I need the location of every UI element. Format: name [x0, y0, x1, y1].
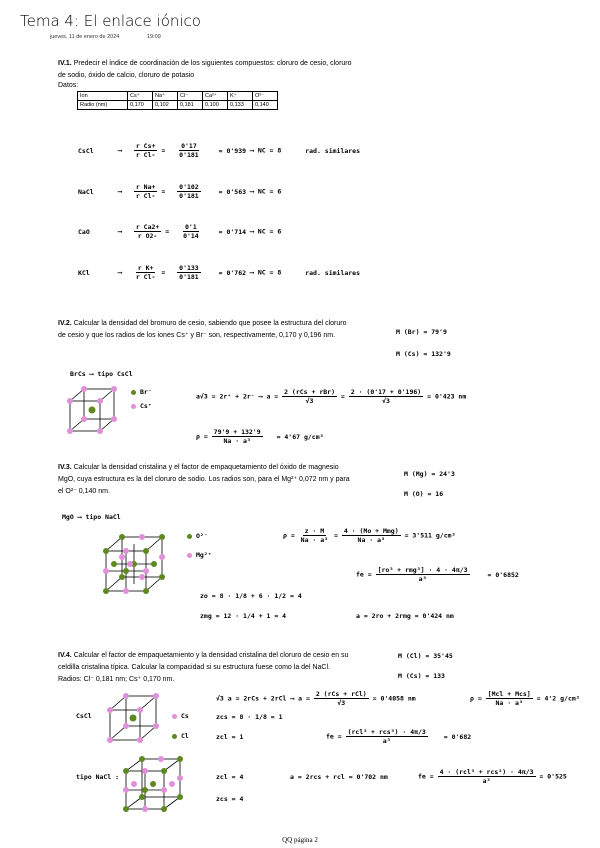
- molar-mass-o: M (O) = 16: [404, 490, 444, 498]
- table-cell: 0,181: [178, 101, 203, 110]
- molar-mass-cs: M (Cs) = 132'9: [396, 350, 451, 358]
- exercise-iv3-line3: el O²⁻ 0,140 nm.: [58, 488, 110, 495]
- table-row: [78, 101, 278, 110]
- table-cell: 0,170: [128, 101, 153, 110]
- legend-cs-iv4: Cs: [172, 712, 189, 720]
- tipo-nacl-label: tipo NaCl :: [76, 773, 120, 781]
- table-cell: 0,140: [253, 101, 278, 110]
- z-oxygen-eq: zo = 8 · 1/8 + 6 · 1/2 = 4: [200, 592, 302, 600]
- ratio-row-cao: CaO ⟶ $\frac{\text{r Ca2+}}{\text{r O2-}}$ = $\frac{0'1}{0'14}$ = 0'714 ⟶ NC = 6: [78, 223, 282, 240]
- table-cell: Ca²⁺: [203, 92, 228, 101]
- radii-table: [77, 91, 278, 110]
- table-cell: 0,133: [228, 101, 253, 110]
- packing-factor-nacl-eq: fe = $\frac{\text{4 · (rcl³ + rcs³) · 4π/3}}{\text{a³}}$ = 0'525: [418, 768, 567, 785]
- exercise-iv4-line1: IV.4. Calcular el factor de empaquetamiento y la densidad cristalina del cloruro de cesio en su: [58, 652, 349, 659]
- cscl-unit-cell-diagram: [62, 383, 122, 443]
- page-date: jueves, 11 de enero de 2024: [50, 34, 120, 40]
- density-eq-iv2: ρ = $\frac{79'9 + 132'9}{\text{Na · a³}}$ = 4'67 g/cm³: [196, 428, 324, 445]
- exercise-iv1-line2: de sodio, óxido de calcio, cloruro de potasio: [58, 72, 195, 79]
- table-cell: 0,102: [153, 101, 178, 110]
- nacl-unit-cell-diagram-iv4: [120, 755, 186, 813]
- z-cesium-nacl-eq: zcs = 4: [216, 795, 244, 803]
- structure-label-mgo: MgO ⟶ tipo NaCl: [62, 513, 121, 521]
- cscl-unit-cell-diagram-iv4: [104, 692, 164, 748]
- table-cell: Cl⁻: [178, 92, 203, 101]
- exercise-iv4-line3: Radios: Cl⁻ 0,181 nm; Cs⁺ 0,170 nm.: [58, 676, 175, 683]
- exercise-iv3: [58, 462, 378, 498]
- table-cell: Na⁺: [153, 92, 178, 101]
- molar-mass-mg: M (Mg) = 24'3: [404, 470, 455, 478]
- page-footer: QQ página 2: [282, 836, 318, 844]
- table-cell: Cs⁺: [128, 92, 153, 101]
- table-cell: 0,100: [203, 101, 228, 110]
- legend-br: Br⁻: [131, 388, 152, 396]
- lattice-parameter-nacl-eq: a = 2rcs + rcl = 0'702 nm: [290, 773, 388, 781]
- table-cell: O²⁻: [253, 92, 278, 101]
- exercise-iv1: [58, 58, 358, 82]
- exercise-iv1-line1: IV.1. Predecir el índice de coordinación de los siguientes compuestos: cloruro de cesio, cloruro: [58, 60, 352, 67]
- table-cell: Ion: [78, 92, 128, 101]
- exercise-iv4-line2: celdilla cristalina típica. Calcular la compacidad si su estructura fuese como la del NaCl.: [58, 664, 330, 671]
- table-cell: K⁺: [228, 92, 253, 101]
- exercise-iv3-line2: MgO, cuya estructura es la del cloruro de sodio. Los radios son, para el Mg²⁺ 0,072 nm y para: [58, 476, 350, 483]
- ratio-row-cscl: CsCl ⟶ $\frac{\text{r Cs+}}{\text{r Cl-}}$ = $\frac{0'17}{0'181}$ = 0'939 ⟶ NC = 8 rad. similares: [78, 142, 361, 159]
- molar-mass-cl: M (Cl) = 35'45: [398, 652, 453, 660]
- nacl-unit-cell-diagram: [100, 533, 168, 595]
- exercise-iv2: [58, 318, 378, 342]
- z-chlorine-nacl-eq: zcl = 4: [216, 773, 244, 781]
- packing-factor-eq-iv3: fe = $\frac{\text{[ro³ + rmg³] · 4 · 4π/3}}{\text{a³}}$ = 0'6852: [356, 566, 519, 583]
- structure-label-brcs: BrCs ⟶ tipo CsCl: [70, 370, 133, 378]
- density-eq-iv3: ρ = $\frac{z \cdot M}{\text{Na · a³}}$ = $\frac{\text{4 · (Mo + Mmg)}}{\text{Na · a³}}$ = 3'511 g/cm³: [283, 527, 456, 544]
- ratio-row-nacl: NaCl ⟶ $\frac{\text{r Na+}}{\text{r Cl-}}$ = $\frac{0'102}{0'181}$ = 0'563 ⟶ NC = 6: [78, 183, 282, 200]
- legend-mg: Mg²⁺: [187, 551, 212, 559]
- density-eq-iv4: ρ = $\frac{\text{[Mcl + Mcs]}}{\text{Na · a³}}$ = 4'2 g/cm³: [470, 690, 580, 707]
- cscl-label: CsCl: [76, 712, 92, 720]
- ratio-row-kcl: KCl ⟶ $\frac{\text{r K+}}{\text{r Cl-}}$ = $\frac{0'133}{0'181}$ = 0'762 ⟶ NC = 8 rad. similares: [78, 264, 361, 281]
- lattice-parameter-eq-iv2: a√3 = 2r⁺ + 2r⁻ ⟶ a = $\frac{\text{2 (rCs + rBr)}}{√3}$ = $\frac{2 \cdot (0'17 + 0'196)}{√3}$ = 0'423 nm: [196, 388, 467, 405]
- z-cesium-eq: zcs = 8 · 1/8 = 1: [216, 713, 283, 721]
- lattice-parameter-eq-iv4: √3 a = 2rCs + 2rCl ⟶ a = $\frac{\text{2 (rCs + rCl)}}{√3}$ = 0'4058 nm: [216, 690, 416, 707]
- lattice-parameter-eq-iv3: a = 2ro + 2rmg = 0'424 nm: [356, 612, 454, 620]
- exercise-iv2-line2: de cesio y que los radios de los iones Cs⁺ y Br⁻ son, respectivamente, 0,170 y 0,196 nm.: [58, 332, 336, 339]
- exercise-iv2-line1: IV.2. Calcular la densidad del bromuro de cesio, sabiendo que posee la estructura del cloruro: [58, 320, 347, 327]
- exercise-iv3-line1: IV.3. Calcular la densidad cristalina y el factor de empaquetamiento del óxido de magnesio: [58, 464, 339, 471]
- legend-cs: Cs⁺: [131, 402, 152, 410]
- molar-mass-cs-iv4: M (Cs) = 133: [398, 672, 445, 680]
- legend-o: O²⁻: [187, 532, 208, 540]
- datos-label: Datos:: [58, 82, 79, 89]
- molar-mass-br: M (Br) = 79'9: [396, 328, 447, 336]
- table-cell: Radio (nm): [78, 101, 128, 110]
- z-magnesium-eq: zmg = 12 · 1/4 + 1 = 4: [200, 612, 287, 620]
- table-header-row: [78, 92, 278, 101]
- page-title: Tema 4: El enlace iónico: [20, 12, 201, 30]
- legend-cl-iv4: Cl: [172, 732, 189, 740]
- exercise-iv4: [58, 650, 378, 686]
- page-time: 19:09: [147, 34, 161, 40]
- z-chlorine-eq: zcl = 1: [216, 733, 244, 741]
- packing-factor-eq-iv4: fe = $\frac{\text{(rcl³ + rcs³) · 4π/3}}{\text{a³}}$ = 0'682: [326, 728, 472, 745]
